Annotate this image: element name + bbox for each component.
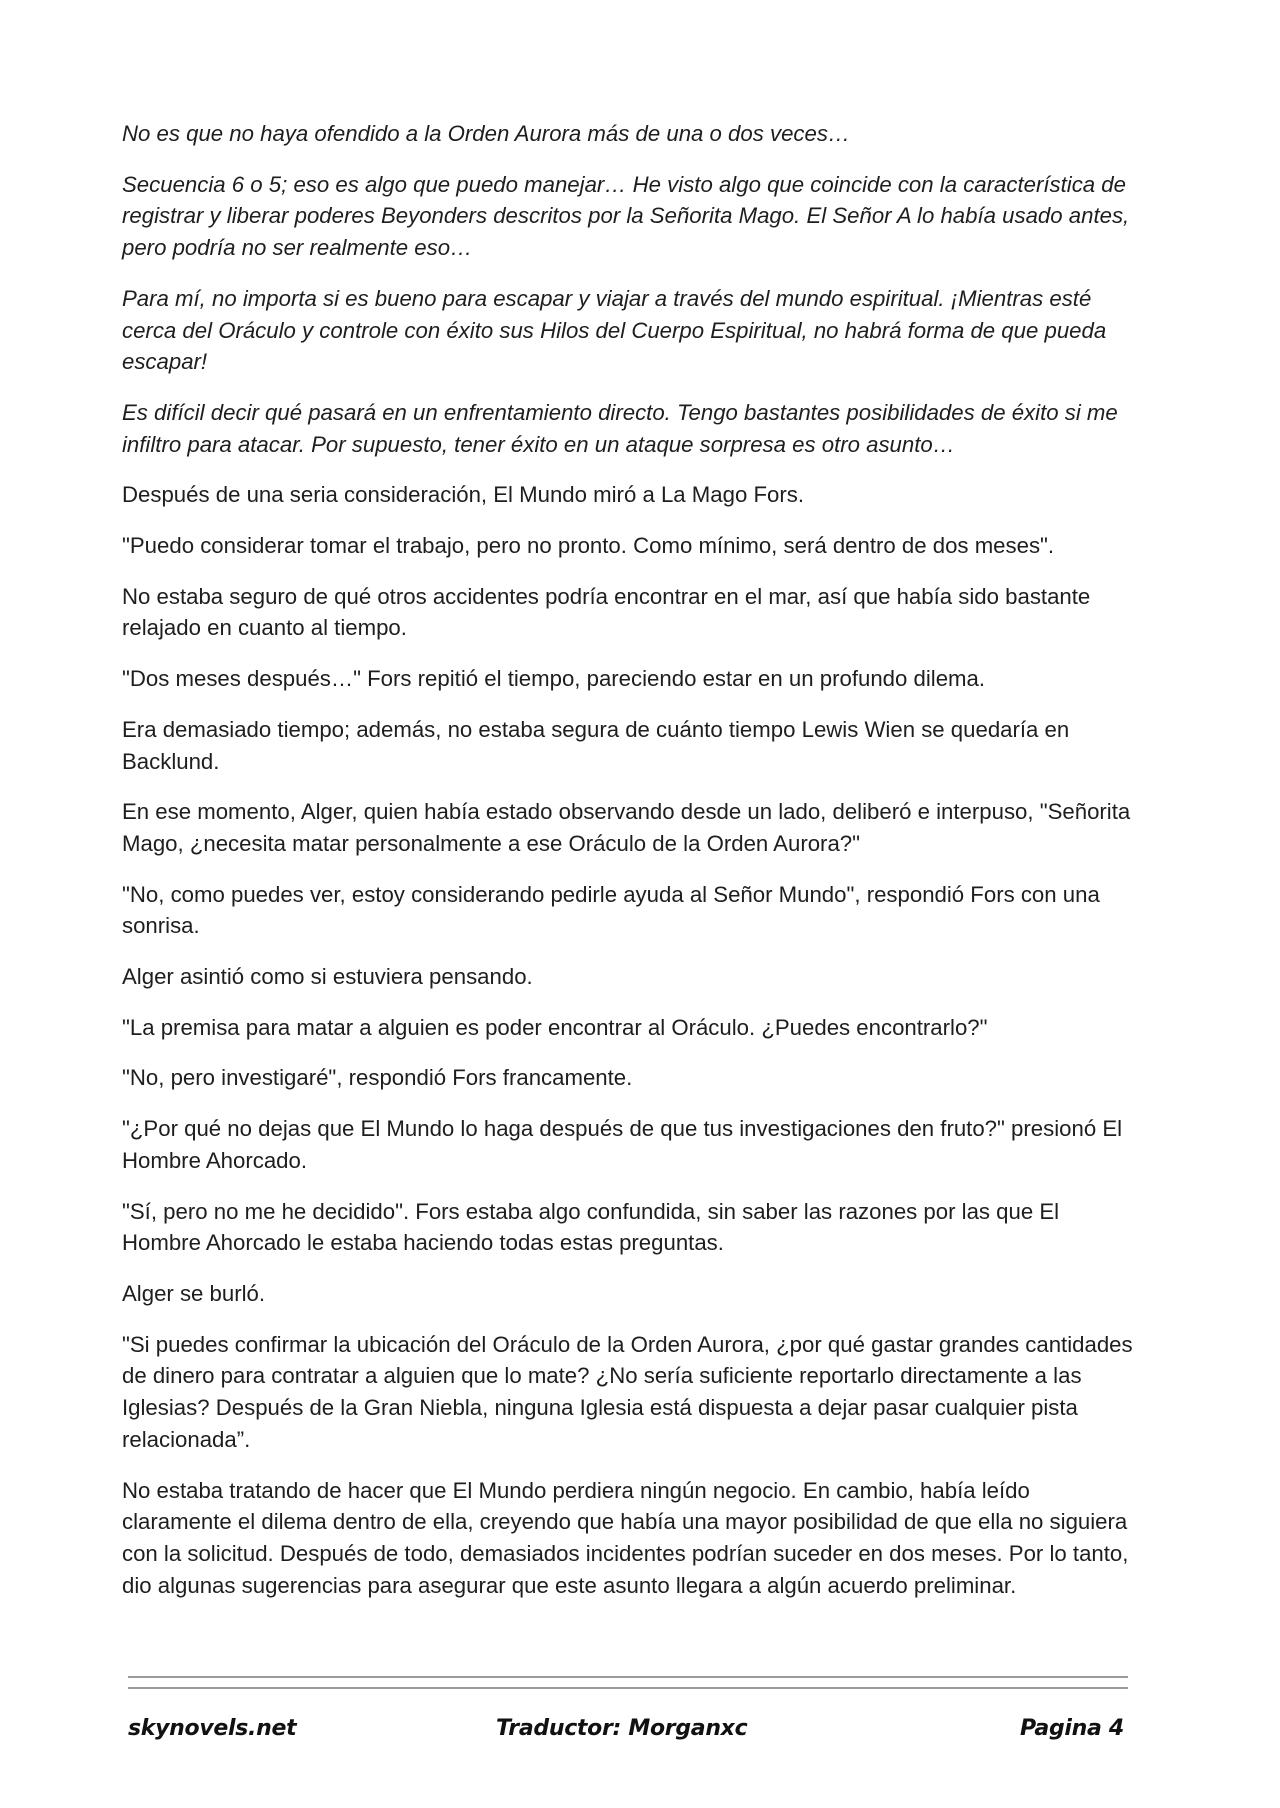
paragraph-3: Para mí, no importa si es bueno para escapar y viajar a través del mundo espiritual. ¡Mientras esté cerca del Oráculo y controle con éxito sus Hilos del Cuerpo Espiritual, no habrá forma de que pueda escapar! [122, 285, 1107, 375]
paragraph-14: "No, pero investigaré", respondió Fors francamente. [122, 1065, 633, 1091]
paragraph-13: "La premisa para matar a alguien es poder encontrar al Oráculo. ¿Puedes encontrarlo?" [122, 1014, 988, 1040]
paragraph-2: Secuencia 6 o 5; eso es algo que puedo manejar… He visto algo que coincide con la característica de registrar y liberar poderes Beyonders descritos por la Señorita Mago. El Señor A lo había usado antes, pero podría no ser realmente eso… [122, 171, 1130, 261]
paragraph-7: No estaba seguro de qué otros accidentes podría encontrar en el mar, así que había sido bastante relajado en cuanto al tiempo. [122, 583, 1091, 641]
footer-divider-bottom [128, 1687, 1128, 1689]
paragraph-15: "¿Por qué no dejas que El Mundo lo haga después de que tus investigaciones den fruto?" presionó El Hombre Ahorcado. [122, 1116, 1123, 1173]
paragraph-10: En ese momento, Alger, quien había estado observando desde un lado, deliberó e interpuso, "Señorita Mago, ¿necesita matar personalmente a ese Oráculo de la Orden Aurora?" [122, 799, 1131, 856]
paragraph-12: Alger asintió como si estuviera pensando. [122, 964, 533, 990]
footer-divider-top [128, 1676, 1128, 1678]
paragraph-1: No es que no haya ofendido a la Orden Aurora más de una o dos veces… [122, 121, 851, 146]
footer-site: skynovels.net [128, 1716, 297, 1741]
footer-page-number: Pagina 4 [1020, 1716, 1124, 1741]
body-text [122, 118, 1138, 1620]
paragraph-5: Después de una seria consideración, El Mundo miró a La Mago Fors. [122, 482, 805, 508]
paragraph-4: Es difícil decir qué pasará en un enfrentamiento directo. Tengo bastantes posibilidades de éxito si me infiltro para atacar. Por supuesto, tener éxito en un ataque sorpresa es otro asunto… [122, 399, 1118, 457]
footer-translator: Traductor: Morganxc [496, 1716, 748, 1741]
paragraph-8: "Dos meses después…" Fors repitió el tiempo, pareciendo estar en un profundo dilema. [122, 666, 986, 692]
paragraph-16: "Sí, pero no me he decidido". Fors estaba algo confundida, sin saber las razones por las que El Hombre Ahorcado le estaba haciendo todas estas preguntas. [122, 1198, 1060, 1256]
paragraph-9: Era demasiado tiempo; además, no estaba segura de cuánto tiempo Lewis Wien se quedaría en Backlund. [122, 716, 1070, 774]
paragraph-19: No estaba tratando de hacer que El Mundo perdiera ningún negocio. En cambio, había leído claramente el dilema dentro de ella, creyendo que había una mayor posibilidad de que ella no siguiera con la solicitud. Después de todo, demasiados incidentes podrían suceder en dos meses. Por lo tanto, dio algunas sugerencias para asegurar que este asunto llegara a algún acuerdo preliminar. [122, 1477, 1129, 1598]
paragraph-17: Alger se burló. [122, 1280, 266, 1306]
paragraph-18: "Si puedes confirmar la ubicación del Oráculo de la Orden Aurora, ¿por qué gastar grandes cantidades de dinero para contratar a alguien que lo mate? ¿No sería suficiente reportarlo directamente a las Iglesias? Después de la Gran Niebla, ninguna Iglesia está dispuesta a dejar pasar cualquier pista relacionada”. [122, 1331, 1133, 1452]
paragraph-11: "No, como puedes ver, estoy considerando pedirle ayuda al Señor Mundo", respondió Fors con una sonrisa. [122, 881, 1100, 939]
paragraph-6: "Puedo considerar tomar el trabajo, pero no pronto. Como mínimo, será dentro de dos meses". [122, 533, 1055, 559]
